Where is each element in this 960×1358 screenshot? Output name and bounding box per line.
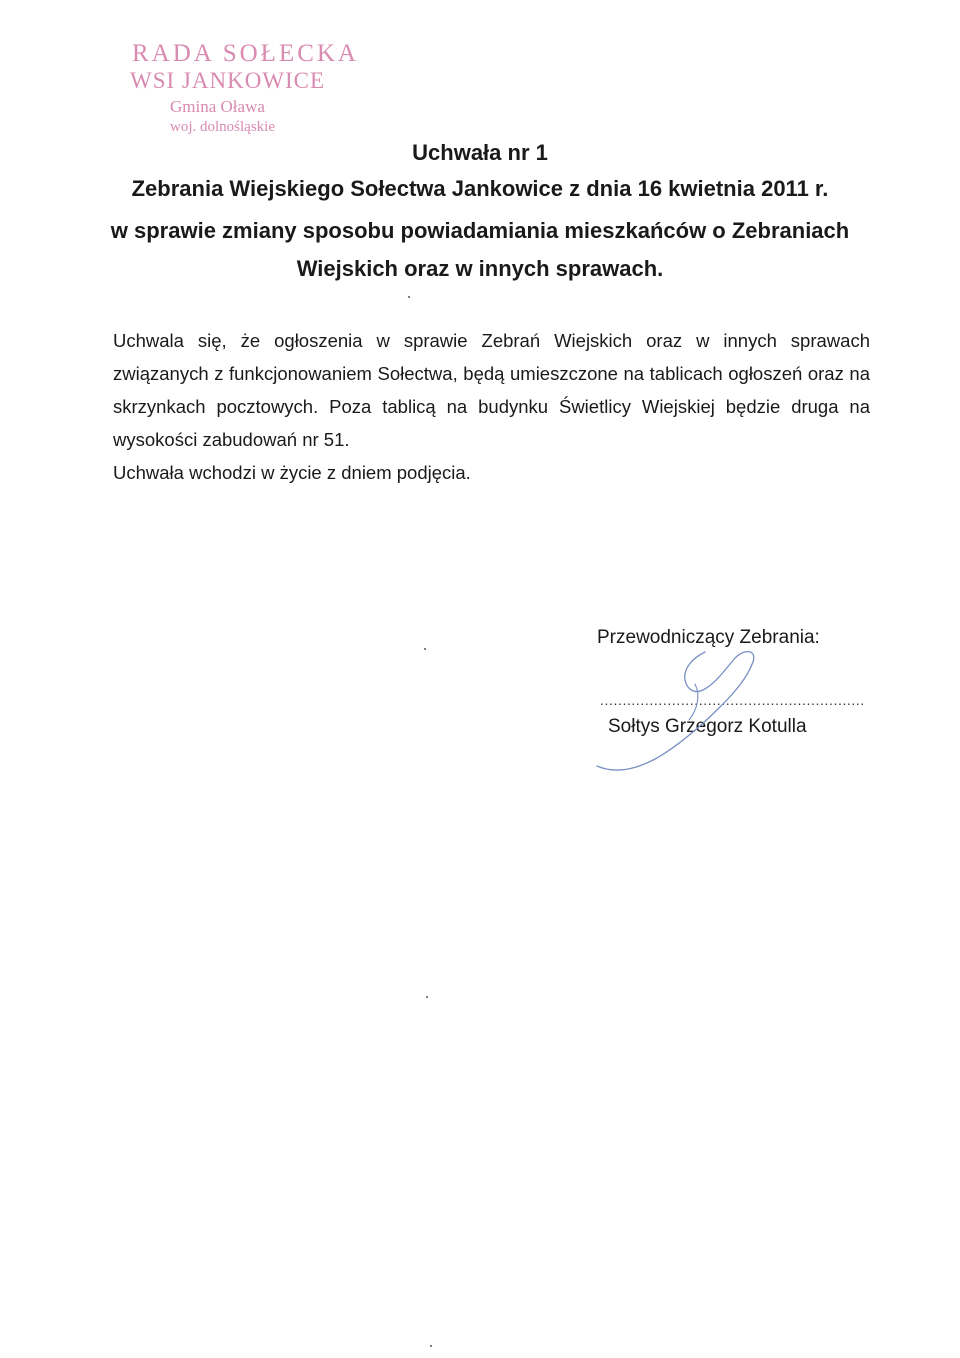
scan-speck [430, 1345, 432, 1347]
resolution-title: Uchwała nr 1 [412, 140, 548, 165]
stamp-line-2: WSI JANKOWICE [130, 68, 326, 93]
stamp-line-3: Gmina Oława [170, 97, 265, 116]
scan-speck [424, 648, 426, 650]
handwritten-signature [585, 640, 785, 780]
stamp-line-4: woj. dolnośląskie [170, 119, 275, 135]
signatory-name: Sołtys Grzegorz Kotulla [608, 716, 807, 737]
chairperson-label: Przewodniczący Zebrania: [597, 627, 820, 648]
resolution-subject-line-2: Wiejskich oraz w innych sprawach. [296, 256, 664, 281]
scan-speck [408, 296, 410, 298]
resolution-paragraph: Uchwala się, że ogłoszenia w sprawie Zebrań Wiejskich oraz w innych sprawach związanych z funkcjonowaniem Sołectwa, będą umieszczone na tablicach ogłoszeń oraz na skrzynkach pocztowych. Poza tablicą na budynku Świetlicy Wiejskiej będzie druga na wysokości zabudowań nr 51. [113, 330, 870, 450]
resolution-closing: Uchwała wchodzi w życie z dniem podjęcia. [113, 462, 471, 483]
resolution-body [113, 324, 870, 489]
resolution-subtitle: Zebrania Wiejskiego Sołectwa Jankowice z dnia 16 kwietnia 2011 r. [131, 176, 829, 201]
signature-line: ........................................................... [600, 692, 865, 708]
scan-speck [426, 996, 428, 998]
village-council-stamp [128, 40, 368, 140]
resolution-subject-line-1: w sprawie zmiany sposobu powiadamiania mieszkańców o Zebraniach [110, 218, 850, 243]
stamp-line-1: RADA SOŁECKA [132, 40, 359, 67]
